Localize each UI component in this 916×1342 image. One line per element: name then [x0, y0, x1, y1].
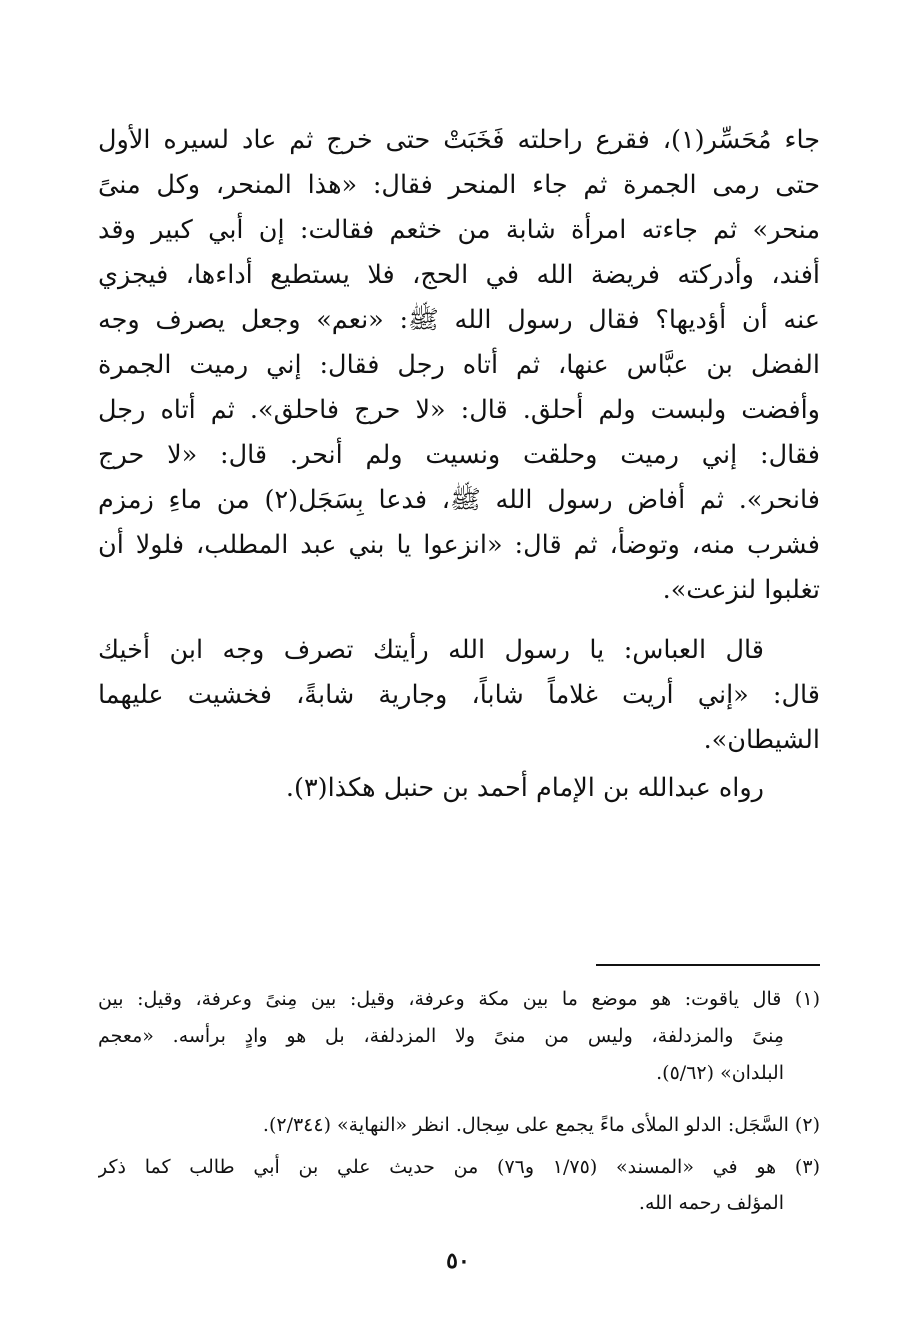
footnote-line: (٣) هو في «المسند» (١/٧٥ و٧٦) من حديث علي بن أبي طالب كما ذكر: [98, 1156, 820, 1178]
footnote-line: (١) قال ياقوت: هو موضع ما بين مكة وعرفة، وقيل: بين مِنىً وعرفة، وقيل: بين: [98, 988, 820, 1010]
text-line: قال: «إني أريت غلاماً شاباً، وجارية شابةً، فخشيت عليهما: [98, 680, 820, 710]
text-line: أفند، وأدركته فريضة الله في الحج، فلا يستطيع أداءها، فيجزي: [98, 260, 820, 290]
text-line: الشيطان».: [703, 725, 820, 755]
footnote-line: مِنىً والمزدلفة، وليس من منىً ولا المزدلفة، بل هو وادٍ برأسه. «معجم: [98, 1025, 784, 1047]
text-line: وأفضت ولبست ولم أحلق. قال: «لا حرج فاحلق». ثم أتاه رجل: [98, 395, 820, 425]
page-number: ٥٠: [446, 1248, 470, 1274]
footnote-line: (٢) السَّجَل: الدلو الملأى ماءً يجمع على سِجال. انظر «النهاية» (٢/٣٤٤).: [262, 1114, 820, 1136]
text-line: فانحر». ثم أفاض رسول الله ﷺ، فدعا بِسَجَل(٢) من ماءِ زمزم: [98, 485, 820, 515]
footnote-line: البلدان» (٥/٦٢).: [656, 1062, 784, 1084]
footnote-line: المؤلف رحمه الله.: [638, 1192, 784, 1214]
text-line: حتى رمى الجمرة ثم جاء المنحر فقال: «هذا المنحر، وكل منىً: [98, 170, 820, 200]
text-line: جاء مُحَسِّر(١)، فقرع راحلته فَخَبَتْ حتى خرج ثم عاد لسيره الأول: [98, 125, 820, 155]
text-line: فشرب منه، وتوضأ، ثم قال: «انزعوا يا بني عبد المطلب، فلولا أن: [98, 530, 820, 560]
text-line: فقال: إني رميت وحلقت ونسيت ولم أنحر. قال: «لا حرج: [98, 440, 820, 470]
text-line: عنه أن أؤديها؟ فقال رسول الله ﷺ: «نعم» وجعل يصرف وجه: [98, 305, 820, 335]
footnote-separator: [596, 964, 820, 966]
text-line: رواه عبدالله بن الإمام أحمد بن حنبل هكذا(٣).: [285, 773, 764, 803]
text-line: تغلبوا لنزعت».: [662, 575, 820, 605]
text-line: قال العباس: يا رسول الله رأيتك تصرف وجه ابن أخيك: [98, 635, 764, 665]
text-line: منحر» ثم جاءته امرأة شابة من خثعم فقالت: إن أبي كبير وقد: [98, 215, 820, 245]
text-line: الفضل بن عبَّاس عنها، ثم أتاه رجل فقال: إني رميت الجمرة: [98, 350, 820, 380]
